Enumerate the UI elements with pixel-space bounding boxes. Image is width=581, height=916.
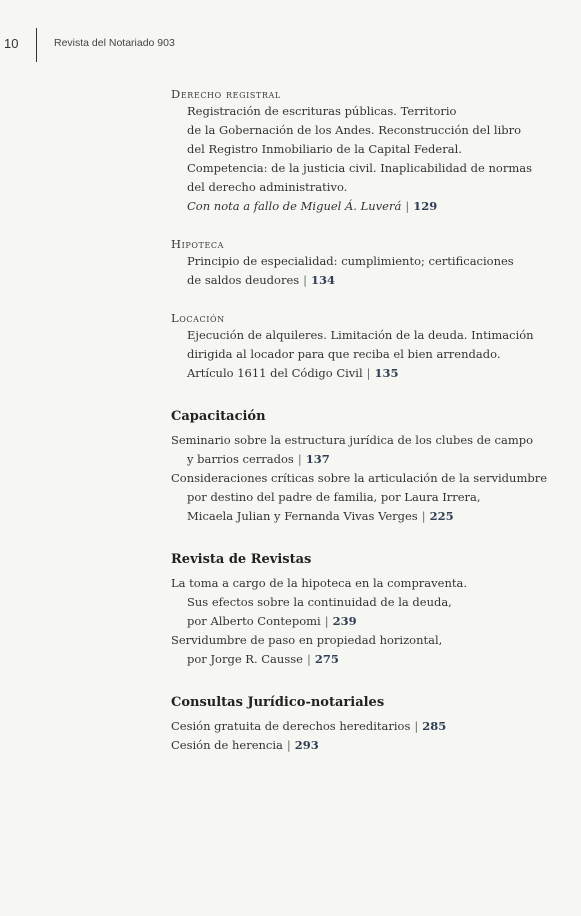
page-ref: 225 — [429, 509, 454, 523]
separator: | — [405, 199, 410, 213]
entry-line: Micaela Julian y Fernanda Vivas Verges — [187, 509, 418, 523]
entry-line: y barrios cerrados — [187, 452, 294, 466]
subheading-derecho-registral: Derecho registral — [171, 87, 281, 101]
page-number: 10 — [4, 36, 19, 51]
entry-last-line — [171, 717, 571, 736]
toc-entry — [171, 469, 571, 526]
table-of-contents — [171, 86, 571, 755]
page-ref: 135 — [374, 366, 399, 380]
entry-line: dirigida al locador para que reciba el bien arrendado. — [187, 347, 501, 361]
entry-last-line — [171, 650, 571, 669]
case-note: Con nota a fallo de Miguel Á. Luverá — [187, 199, 402, 213]
entry-line: Consideraciones críticas sobre la articulación de la servidumbre — [171, 471, 548, 485]
entry-line: del Registro Inmobiliario de la Capital Federal. — [187, 142, 462, 156]
entry-line: de saldos deudores — [187, 273, 300, 287]
entry-last-line — [171, 612, 571, 631]
page-ref: 293 — [294, 738, 319, 752]
journal-title: Revista del Notariado 903 — [54, 37, 175, 49]
entry-line: Artículo 1611 del Código Civil — [187, 366, 363, 380]
entry-line: Principio de especialidad: cumplimiento; certificaciones — [187, 254, 514, 268]
running-header — [0, 28, 581, 62]
entry-last-line — [187, 197, 571, 216]
page-ref: 134 — [311, 273, 336, 287]
entry-line: Cesión de herencia — [171, 738, 283, 752]
entry-line: Sus efectos sobre la continuidad de la deuda, — [187, 595, 452, 609]
entry-line: Competencia: de la justicia civil. Inaplicabilidad de normas — [187, 161, 532, 175]
separator: | — [421, 509, 426, 523]
section-consultas-juridico-notariales: Consultas Jurídico-notariales — [171, 695, 385, 710]
page-ref: 137 — [305, 452, 330, 466]
entry-line: por Alberto Contepomi — [187, 614, 321, 628]
page-ref: 129 — [413, 199, 438, 213]
entry-line: por destino del padre de familia, por Laura Irrera, — [187, 490, 481, 504]
separator: | — [286, 738, 291, 752]
separator: | — [414, 719, 419, 733]
entry-line: por Jorge R. Causse — [187, 652, 303, 666]
toc-entry — [171, 574, 571, 631]
entry-last-line — [171, 736, 571, 755]
toc-entry — [187, 102, 571, 216]
entry-line: Servidumbre de paso en propiedad horizontal, — [171, 633, 443, 647]
entry-line: Seminario sobre la estructura jurídica de los clubes de campo — [171, 433, 534, 447]
separator: | — [297, 452, 302, 466]
entry-line: Registración de escrituras públicas. Territorio — [187, 104, 457, 118]
entry-last-line — [171, 507, 571, 526]
page-ref: 275 — [314, 652, 339, 666]
separator: | — [366, 366, 371, 380]
header-divider — [36, 28, 37, 62]
separator: | — [306, 652, 311, 666]
entry-line: del derecho administrativo. — [187, 180, 348, 194]
toc-entry — [171, 431, 571, 469]
separator: | — [324, 614, 329, 628]
toc-entry — [187, 252, 571, 290]
toc-entry — [187, 326, 571, 383]
subheading-hipoteca: Hipoteca — [171, 237, 225, 251]
toc-entry — [171, 631, 571, 669]
entry-last-line — [171, 450, 571, 469]
entry-line: Ejecución de alquileres. Limitación de la deuda. Intimación — [187, 328, 534, 342]
page-ref: 285 — [422, 719, 447, 733]
section-revista-de-revistas: Revista de Revistas — [171, 552, 312, 567]
toc-entry — [171, 736, 571, 755]
page-ref: 239 — [332, 614, 357, 628]
separator: | — [303, 273, 308, 287]
entry-last-line — [187, 364, 571, 383]
entry-line: de la Gobernación de los Andes. Reconstrucción del libro — [187, 123, 522, 137]
entry-line: Cesión gratuita de derechos hereditarios — [171, 719, 411, 733]
entry-last-line — [187, 271, 571, 290]
toc-entry — [171, 717, 571, 736]
section-capacitacion: Capacitación — [171, 409, 266, 424]
entry-line: La toma a cargo de la hipoteca en la compraventa. — [171, 576, 468, 590]
subheading-locacion: Locación — [171, 311, 225, 325]
